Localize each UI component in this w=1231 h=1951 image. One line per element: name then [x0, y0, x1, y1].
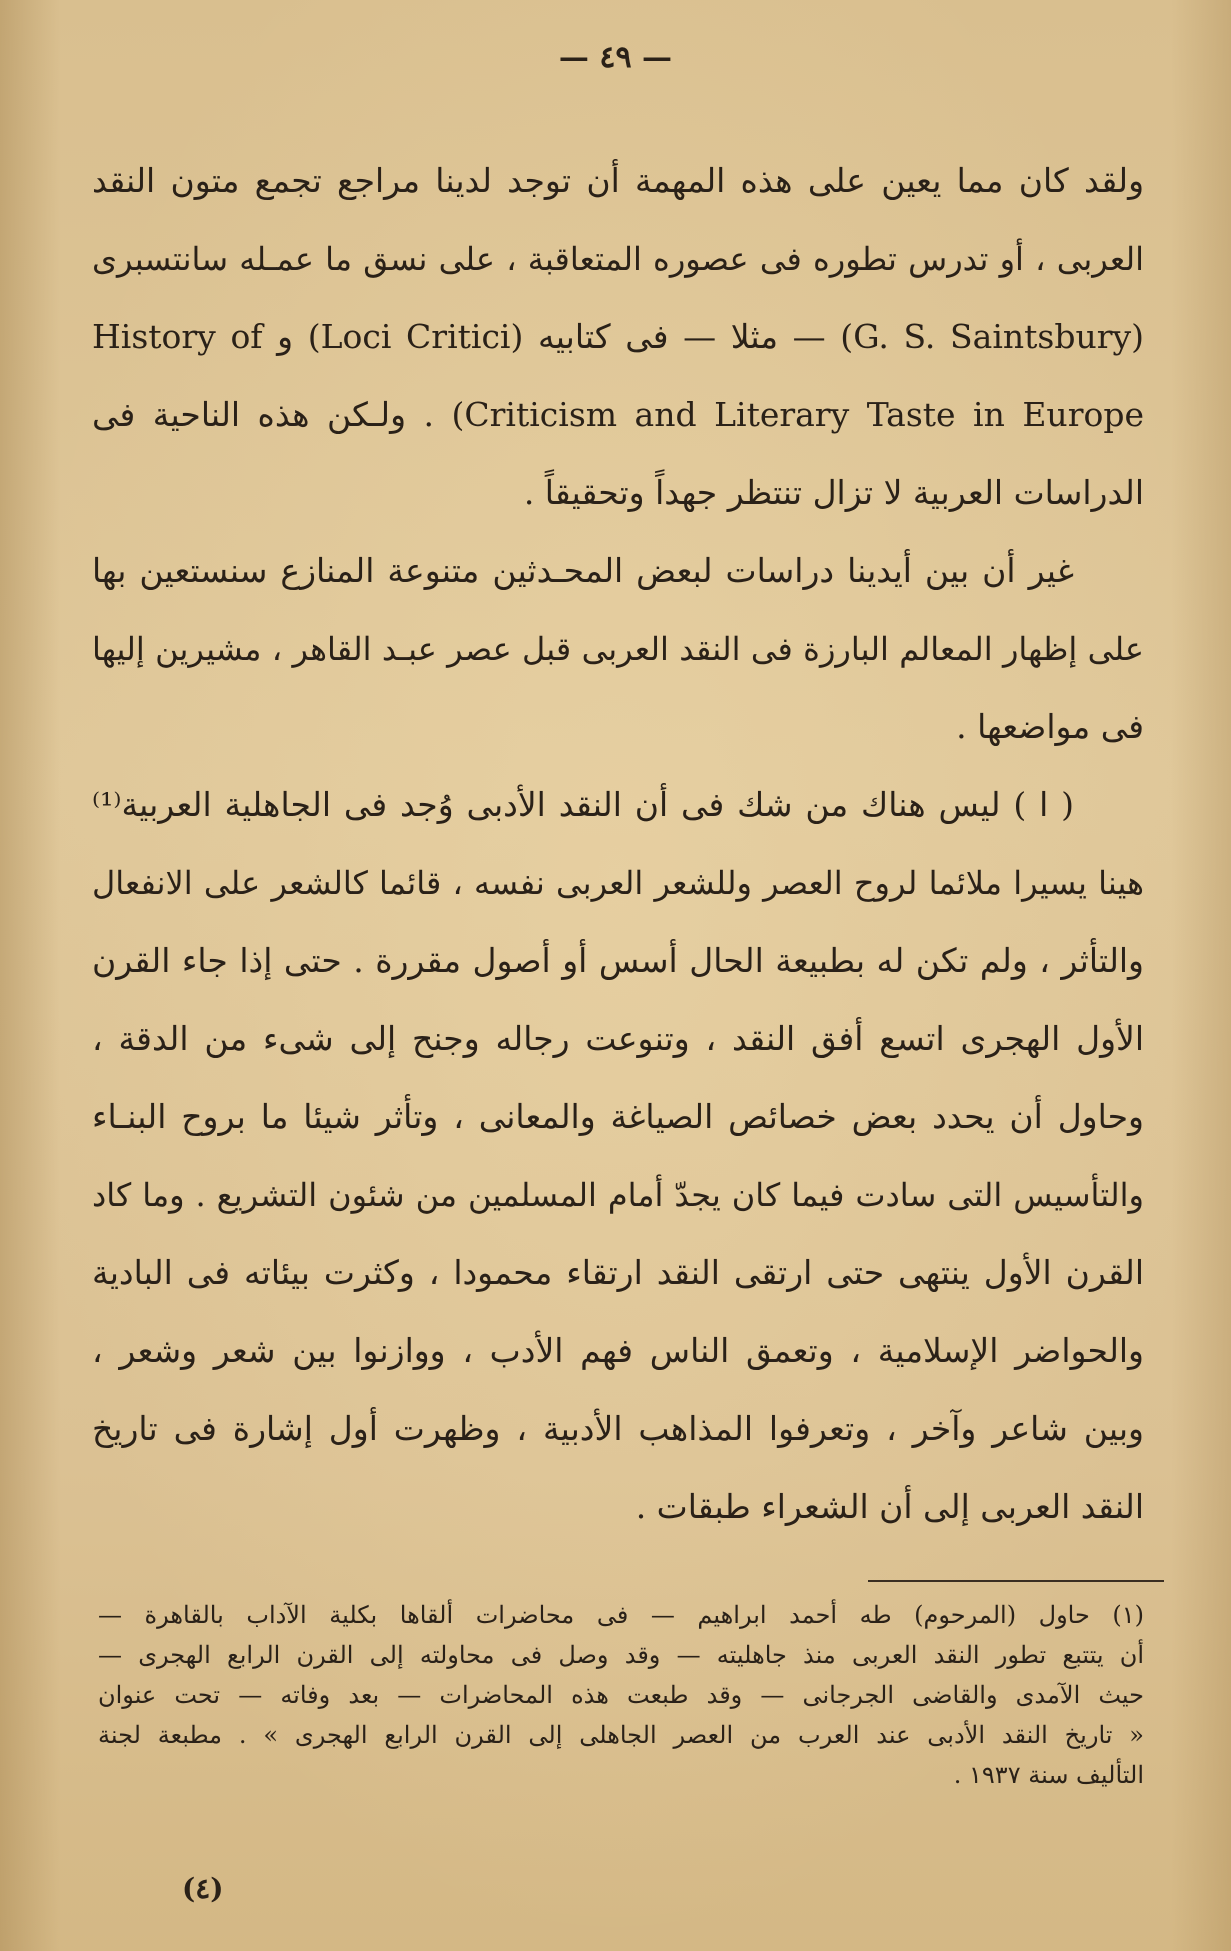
text-line: القرن الأول ينتهى حتى ارتقى النقد ارتقاء محمودا ، وكثرت بيئاته فى البادية	[92, 1253, 1144, 1292]
footnote-line: التأليف سنة ١٩٣٧ .	[953, 1761, 1144, 1789]
footnote-line: أن يتتبع تطور النقد العربى منذ جاهليته — وقد وصل فى محاولته إلى القرن الرابع الهجرى —	[98, 1641, 1144, 1669]
text-line: هينا يسيرا ملائما لروح العصر وللشعر العربى نفسه ، قائما كالشعر على الانفعال	[92, 864, 1144, 902]
page-edge-shadow	[1171, 0, 1231, 1951]
text-line: ( ا ) ليس هناك من شك فى أن النقد الأدبى وُجد فى الجاهلية العربية⁽¹⁾	[92, 785, 1074, 824]
text-line: وبين شاعر وآخر ، وتعرفوا المذاهب الأدبية ، وظهرت أول إشارة فى تاريخ	[92, 1409, 1144, 1448]
text-line: والتأثر ، ولم تكن له بطبيعة الحال أسس أو أصول مقررة . حتى إذا جاء القرن	[92, 941, 1144, 980]
text-line: العربى ، أو تدرس تطوره فى عصوره المتعاقبة ، على نسق ما عمـله سانتسبرى	[92, 240, 1145, 278]
text-line: ولقد كان مما يعين على هذه المهمة أن توجد لدينا مراجع تجمع متون النقد	[92, 161, 1144, 200]
text-line: والتأسيس التى سادت فيما كان يجدّ أمام المسلمين من شئون التشريع . وما كاد	[92, 1176, 1145, 1214]
text-line: (G. S. Saintsbury) — مثلا — فى كتابيه (Loci Critici) و History of	[92, 317, 1144, 356]
text-line: والحواضر الإسلامية ، وتعمق الناس فهم الأدب ، ووازنوا بين شعر وشعر ،	[92, 1331, 1144, 1370]
footnote	[98, 1595, 1144, 1795]
text-line: النقد العربى إلى أن الشعراء طبقات .	[635, 1487, 1144, 1526]
footnote-line: « تاريخ النقد الأدبى عند العرب من العصر الجاهلى إلى القرن الرابع الهجرى » . مطبعة لجنة	[98, 1721, 1144, 1749]
text-line: وحاول أن يحدد بعض خصائص الصياغة والمعانى ، وتأثر شيئا ما بروح البنـاء	[92, 1097, 1144, 1136]
text-line: غير أن بين أيدينا دراسات لبعض المحـدثين متنوعة المنازع سنستعين بها	[92, 551, 1074, 590]
text-line: على إظهار المعالم البارزة فى النقد العربى قبل عصر عبـد القاهر ، مشيرين إليها	[92, 630, 1144, 668]
signature-mark: (٤)	[182, 1872, 224, 1905]
footnote-divider	[868, 1580, 1164, 1582]
main-text	[92, 142, 1144, 1546]
footnote-line: (١) حاول (المرحوم) طه أحمد ابراهيم — فى محاضرات ألقاها بكلية الآداب بالقاهرة —	[98, 1601, 1144, 1629]
footnote-line: حيث الآمدى والقاضى الجرجانى — وقد طبعت هذه المحاضرات — بعد وفاته — تحت عنوان	[98, 1681, 1144, 1709]
page-gutter-shadow	[0, 0, 60, 1951]
page-number: — ٤٩ —	[558, 40, 673, 75]
text-line: Criticism and Literary Taste in Europe) . ولـكن هذه الناحية فى	[92, 395, 1144, 434]
text-line: الأول الهجرى اتسع أفق النقد ، وتنوعت رجاله وجنح إلى شىء من الدقة ،	[92, 1019, 1144, 1058]
text-line: الدراسات العربية لا تزال تنتظر جهداً وتحقيقاً .	[523, 473, 1144, 512]
text-line: فى مواضعها .	[956, 707, 1144, 746]
